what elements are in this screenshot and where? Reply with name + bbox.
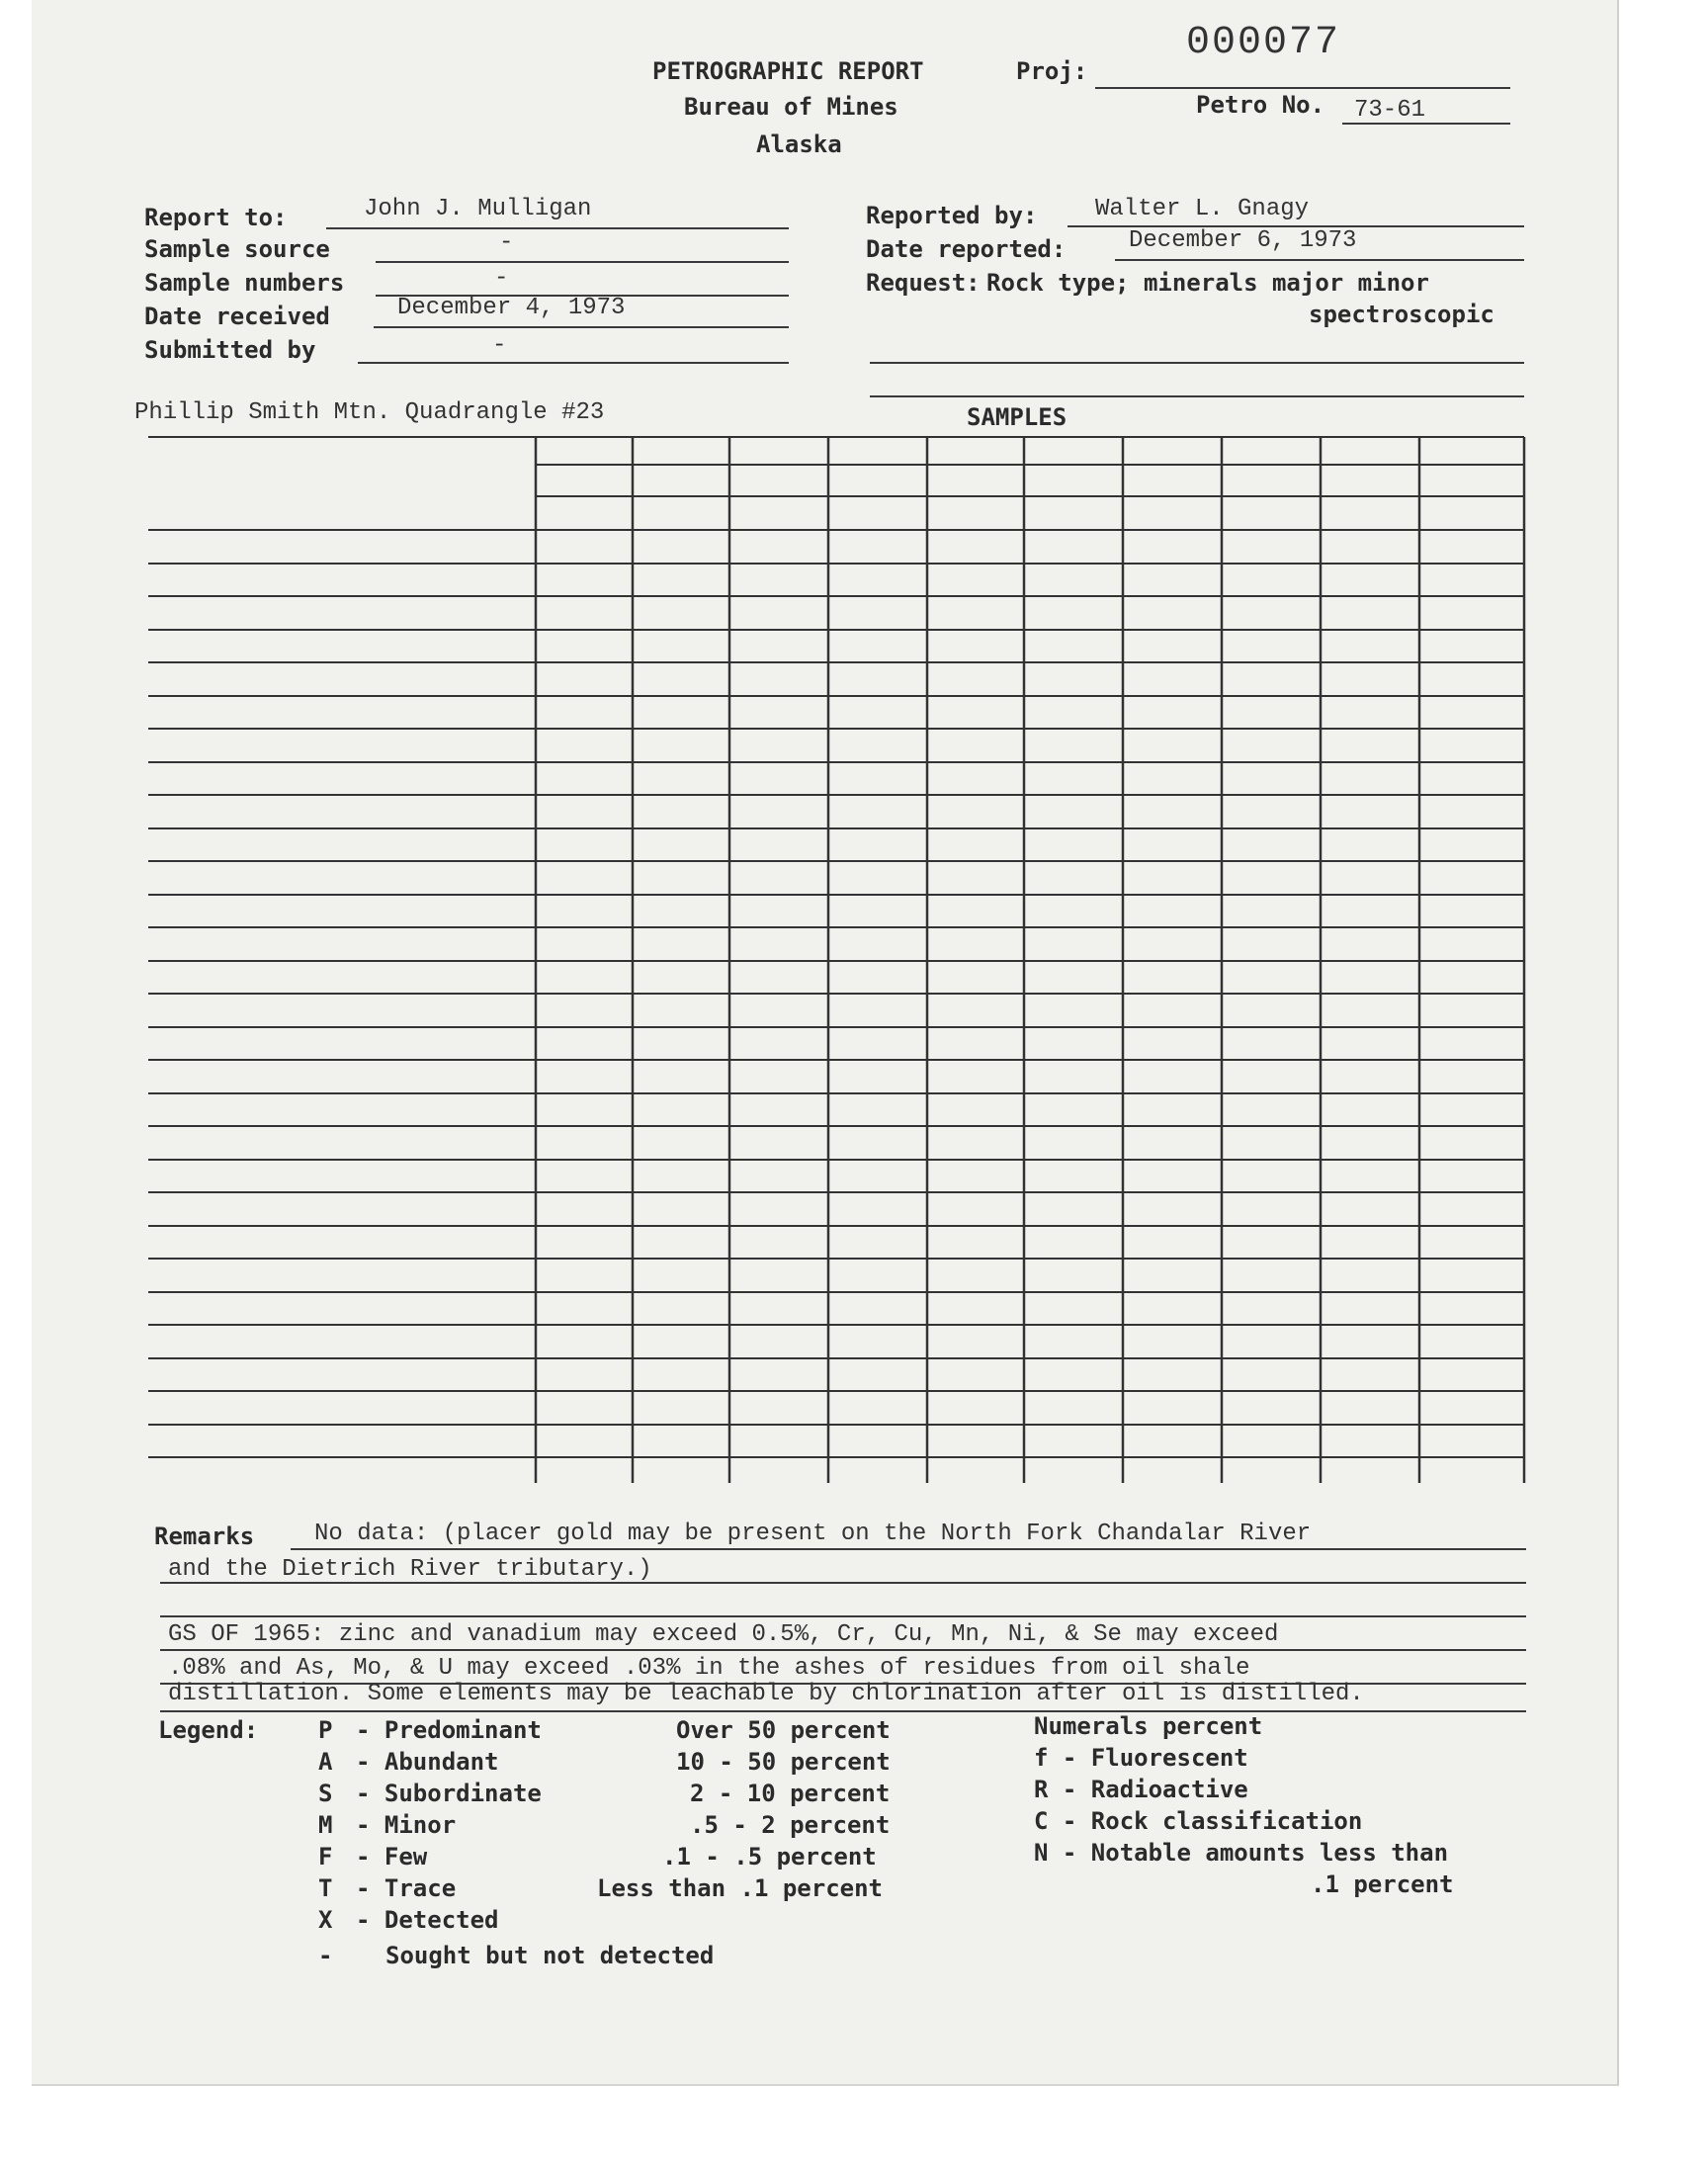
date-received-value: December 4, 1973 [397, 295, 626, 321]
legend-name: - Detected [356, 1906, 499, 1934]
region-name: Alaska [756, 130, 842, 158]
legend-code: M [318, 1811, 333, 1839]
reported-by-value: Walter L. Gnagy [1095, 196, 1310, 222]
remarks-line-2: and the Dietrich River tributary.) [168, 1556, 652, 1583]
legend-name-text: Minor [384, 1811, 457, 1839]
sample-numbers-label: Sample numbers [144, 269, 345, 297]
date-reported-label: Date reported: [866, 235, 1067, 263]
legend-code: F [318, 1843, 333, 1870]
report-to-label: Report to: [144, 204, 288, 231]
legend-code: A [318, 1748, 333, 1776]
reported-by-label: Reported by: [866, 202, 1038, 229]
legend-name-text: Predominant [384, 1716, 542, 1744]
submitted-by-value: - [492, 332, 507, 359]
legend-code: - [318, 1942, 333, 1969]
remarks-line-1: No data: (placer gold may be present on the North Fork Chandalar River [314, 1521, 1312, 1547]
legend-range: Less than .1 percent [597, 1874, 883, 1902]
legend-name: - Few [356, 1843, 428, 1870]
legend-name: - Subordinate [356, 1780, 542, 1807]
sample-numbers-value: - [494, 265, 509, 292]
legend-right-item: C - Rock classification [1034, 1807, 1363, 1835]
date-reported-value: December 6, 1973 [1129, 227, 1357, 254]
petro-number: 73-61 [1354, 97, 1426, 124]
legend-code: P [318, 1716, 333, 1744]
legend-range: 10 - 50 percent [676, 1748, 891, 1776]
legend-right-item: .1 percent [1311, 1870, 1454, 1898]
legend-code: T [318, 1874, 333, 1902]
remarks-line-3: GS OF 1965: zinc and vanadium may exceed 0.5%, Cr, Cu, Mn, Ni, & Se may exceed [168, 1621, 1279, 1648]
remarks-underline [160, 1615, 1526, 1617]
legend-range: .1 - .5 percent [662, 1843, 877, 1870]
legend-right-item: f - Fluorescent [1034, 1744, 1248, 1772]
remarks-underline [160, 1649, 1526, 1651]
legend-code: X [318, 1906, 333, 1934]
legend-name-text: Subordinate [384, 1780, 542, 1807]
request-value: Rock type; minerals major minor [986, 269, 1429, 297]
report-to-value: John J. Mulligan [364, 196, 592, 222]
proj-label: Proj: [1016, 57, 1088, 85]
legend-name: - Trace [356, 1874, 457, 1902]
request-label: Request: [866, 269, 981, 297]
proj-number: 000077 [1186, 21, 1341, 65]
samples-label: SAMPLES [967, 403, 1068, 431]
legend-name: - Minor [356, 1811, 457, 1839]
remarks-line-5: distillation. Some elements may be leachable by chlorination after oil is distilled. [168, 1681, 1364, 1707]
remarks-underline [160, 1710, 1526, 1712]
submitted-by-label: Submitted by [144, 336, 316, 364]
legend-right-item: R - Radioactive [1034, 1776, 1248, 1803]
report-title: PETROGRAPHIC REPORT [652, 57, 924, 85]
legend-name: - Predominant [356, 1716, 542, 1744]
remarks-label: Remarks [154, 1522, 255, 1550]
legend-right-item: Numerals percent [1034, 1712, 1263, 1740]
legend-name: - Abundant [356, 1748, 499, 1776]
legend-range: 2 - 10 percent [690, 1780, 891, 1807]
legend-label: Legend: [158, 1716, 259, 1744]
legend-range: Over 50 percent [676, 1716, 891, 1744]
legend-range: .5 - 2 percent [690, 1811, 891, 1839]
sample-source-label: Sample source [144, 235, 330, 263]
sample-source-value: - [499, 229, 514, 256]
petro-label: Petro No. [1196, 91, 1325, 119]
legend-code: S [318, 1780, 333, 1807]
date-received-label: Date received [144, 303, 330, 330]
legend-name-text: Few [384, 1843, 428, 1870]
legend-name-text: Trace [384, 1874, 457, 1902]
remarks-underline [291, 1548, 1526, 1550]
remarks-underline [160, 1582, 1526, 1584]
request-value-cont: spectroscopic [1309, 301, 1494, 328]
location-label: Phillip Smith Mtn. Quadrangle #23 [134, 399, 605, 426]
legend-right-item: N - Notable amounts less than [1034, 1839, 1449, 1867]
legend-name: Sought but not detected [385, 1942, 715, 1969]
legend-name-text: Detected [384, 1906, 499, 1934]
remarks-line-4: .08% and As, Mo, & U may exceed .03% in the ashes of residues from oil shale [168, 1655, 1250, 1682]
legend-name-text: Abundant [384, 1748, 499, 1776]
bureau-name: Bureau of Mines [684, 93, 898, 121]
